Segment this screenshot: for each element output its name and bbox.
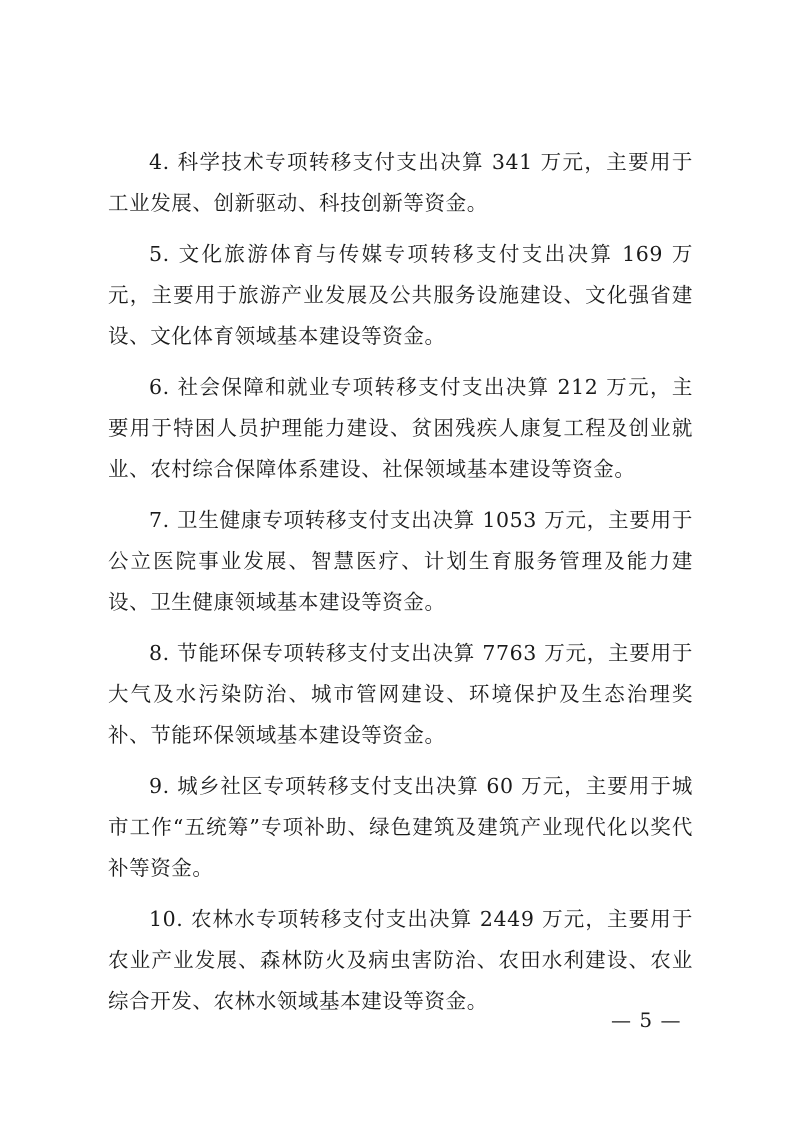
paragraph-item-5: 5. 文化旅游体育与传媒专项转移支付支出决算 169 万元，主要用于旅游产业发展及公共服务设施建设、文化强省建设、文化体育领域基本建设等资金。 [108, 242, 693, 348]
page-number: — 5 — [611, 1008, 682, 1032]
paragraph-item-9: 9. 城乡社区专项转移支付支出决算 60 万元，主要用于城市工作“五统筹”专项补助、绿色建筑及建筑产业现代化以奖代补等资金。 [108, 774, 693, 880]
document-body [108, 142, 693, 1032]
paragraph-item-4: 4. 科学技术专项转移支付支出决算 341 万元，主要用于工业发展、创新驱动、科技创新等资金。 [108, 150, 693, 215]
paragraph-item-7: 7. 卫生健康专项转移支付支出决算 1053 万元，主要用于公立医院事业发展、智慧医疗、计划生育服务管理及能力建设、卫生健康领域基本建设等资金。 [108, 508, 693, 614]
paragraph-item-8: 8. 节能环保专项转移支付支出决算 7763 万元，主要用于大气及水污染防治、城市管网建设、环境保护及生态治理奖补、节能环保领域基本建设等资金。 [108, 641, 693, 747]
paragraph-item-6: 6. 社会保障和就业专项转移支付支出决算 212 万元，主要用于特困人员护理能力建设、贫困残疾人康复工程及创业就业、农村综合保障体系建设、社保领域基本建设等资金。 [108, 375, 693, 481]
paragraph-item-10: 10. 农林水专项转移支付支出决算 2449 万元，主要用于农业产业发展、森林防火及病虫害防治、农田水利建设、农业综合开发、农林水领域基本建设等资金。 [108, 907, 693, 1013]
